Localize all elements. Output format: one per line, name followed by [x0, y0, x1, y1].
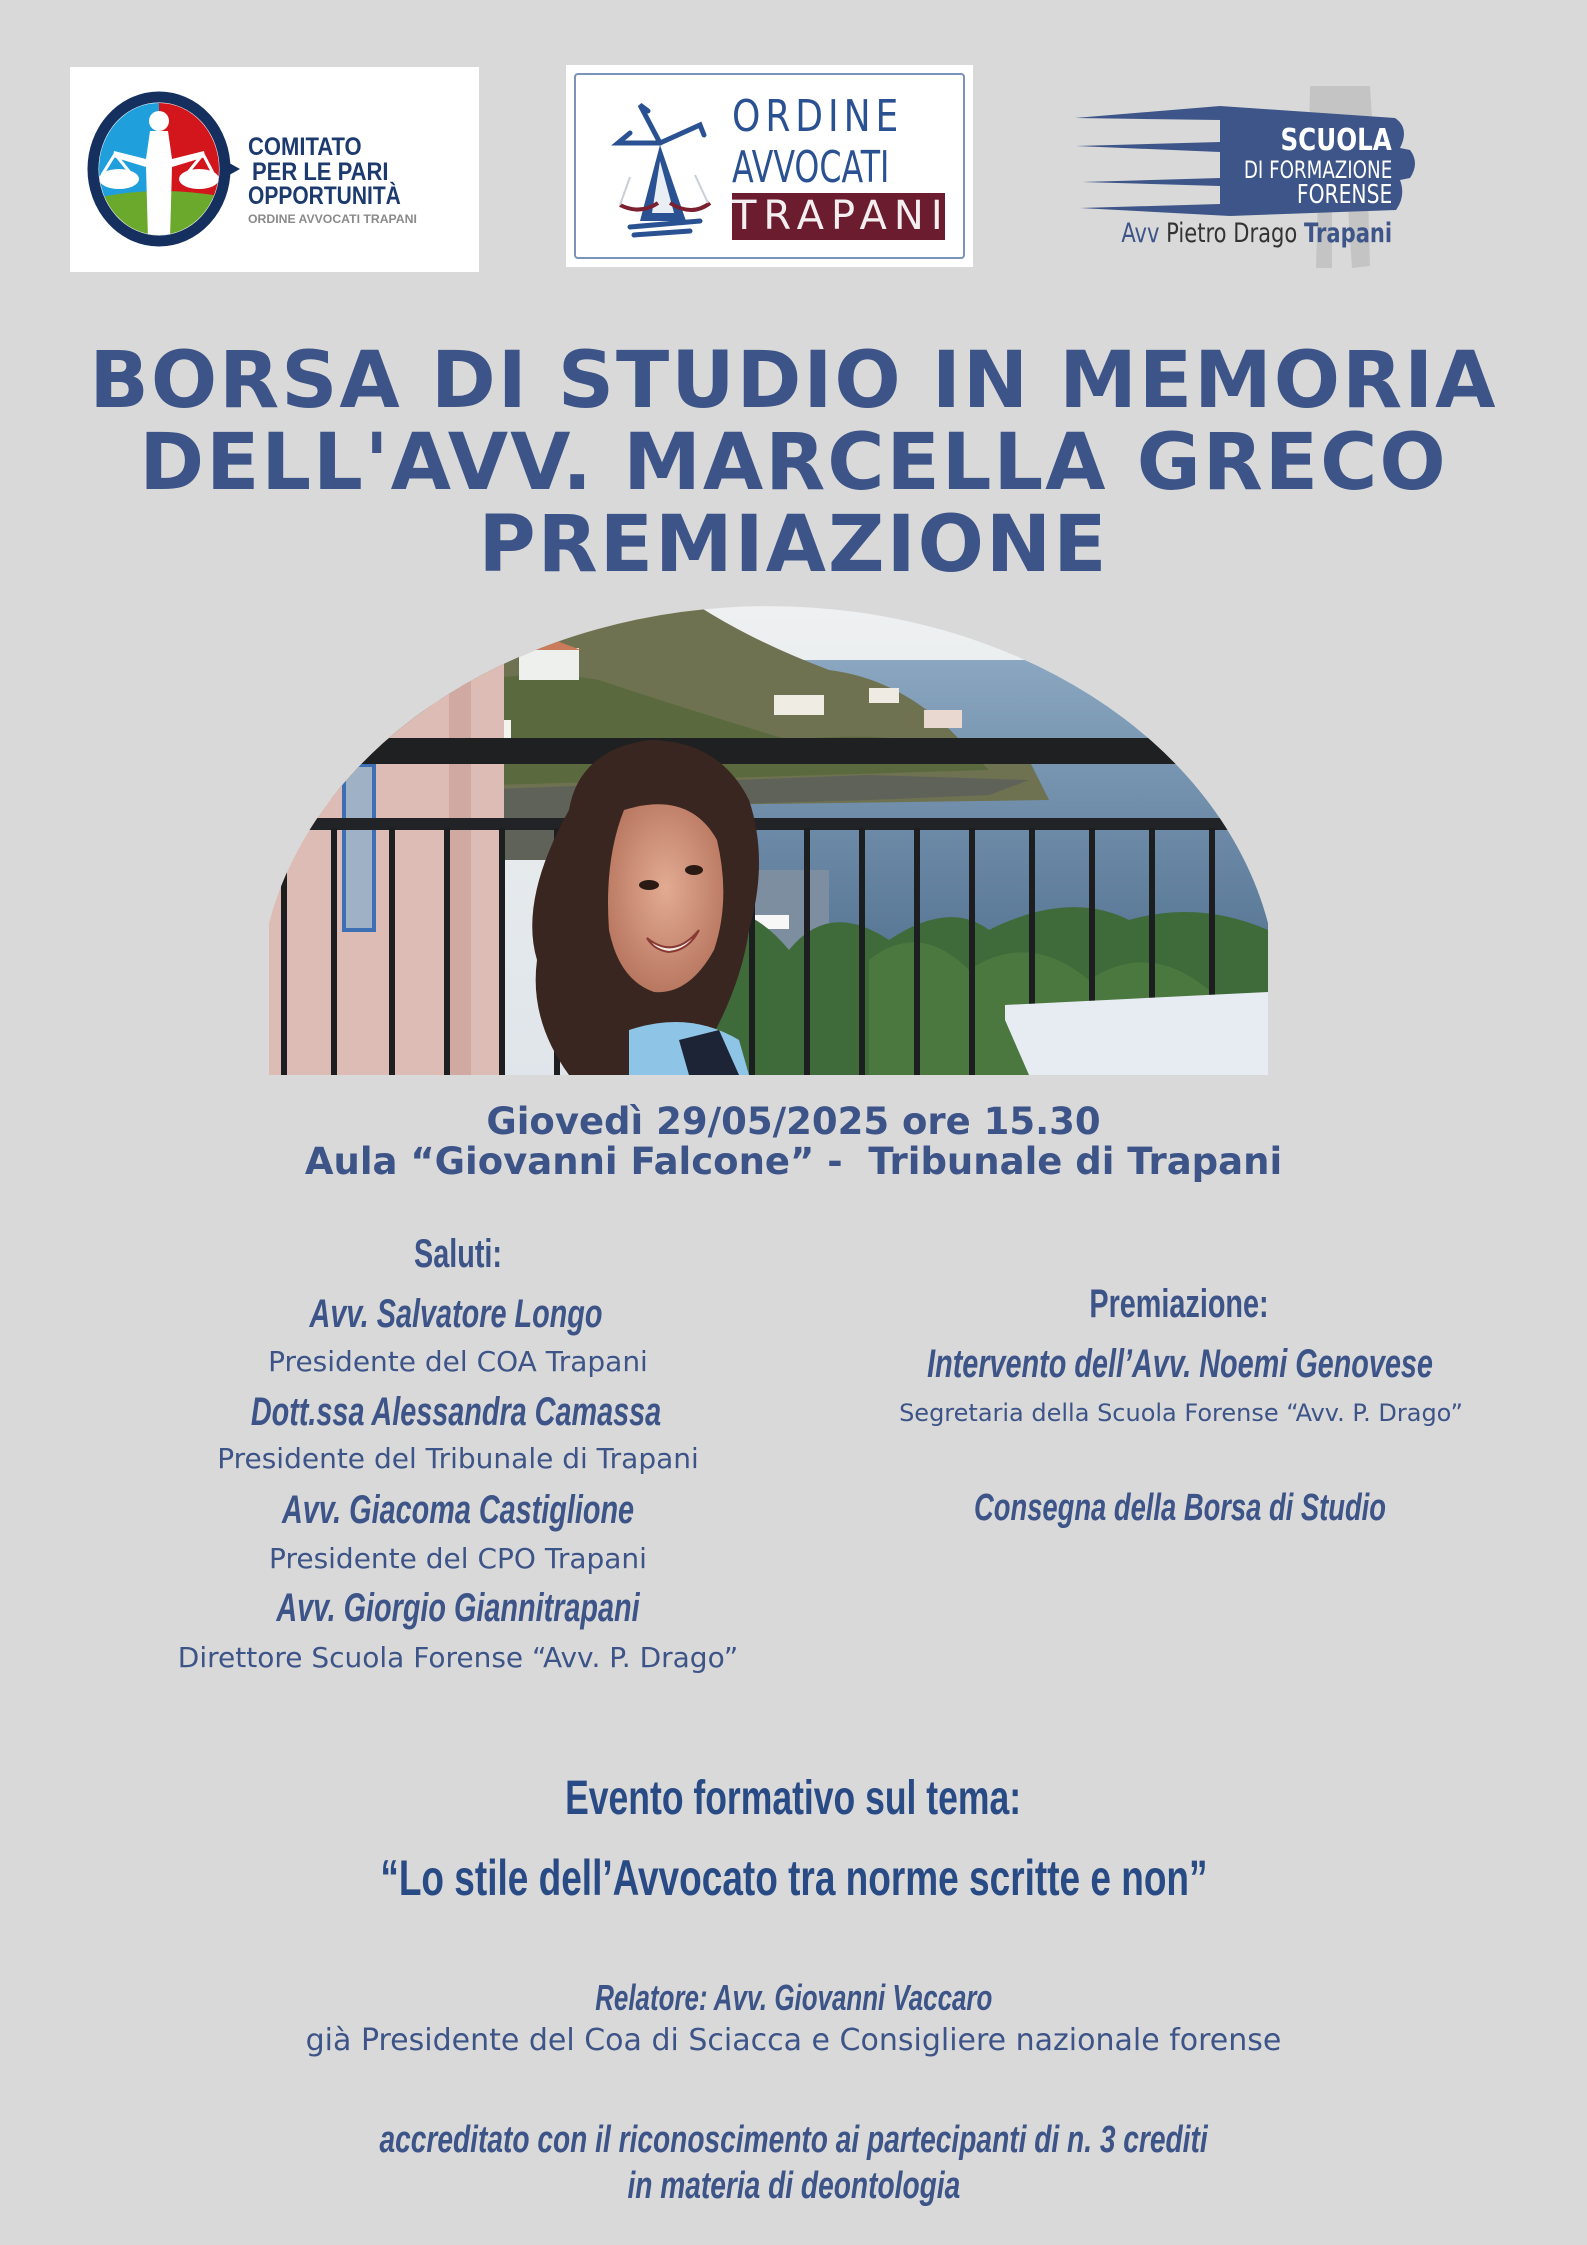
cpo-logo-line4: ORDINE AVVOCATI TRAPANI — [248, 212, 417, 226]
scuola-forense-logo — [1070, 78, 1430, 270]
cpo-logo — [70, 67, 479, 272]
scuola-logo-subtitle — [1121, 218, 1392, 249]
speaker-name — [213, 1488, 702, 1532]
speaker-role: Direttore Scuola Forense “Avv. P. Drago” — [177, 1641, 739, 1674]
event-date: Giovedì 29/05/2025 ore 15.30 — [486, 1100, 1101, 1143]
title-line-2: DELL'AVV. MARCELLA GRECO — [139, 418, 1448, 508]
ordine-avvocati-logo — [566, 65, 973, 267]
ordine-logo-line2: AVVOCATI — [732, 142, 890, 193]
speaker-name — [171, 1390, 741, 1434]
credits-line-1 — [0, 2118, 1587, 2162]
premiazione-consegna-text: Consegna della Borsa di Studio — [974, 1487, 1386, 1529]
premiazione-intervento-text: Intervento dell’Avv. Noemi Genovese — [927, 1342, 1433, 1386]
credits-line-1-text: accreditato con il riconoscimento ai partecipanti di n. 3 crediti — [379, 2119, 1208, 2161]
credits-line-2 — [0, 2164, 1587, 2208]
evento-heading — [0, 1772, 1587, 1826]
speaker-name — [206, 1586, 711, 1630]
event-venue: Aula “Giovanni Falcone” - Tribunale di Trapani — [304, 1140, 1283, 1183]
scuola-sub-name: Pietro Drago — [1159, 218, 1304, 249]
scuola-logo-line2: DI FORMAZIONE — [1243, 156, 1392, 184]
relatore-name — [0, 1976, 1587, 2020]
cpo-logo-line1: COMITATO — [248, 133, 362, 161]
scuola-sub-city: Trapani — [1303, 218, 1392, 249]
evento-tema-text: “Lo stile dell’Avvocato tra norme scritte e non” — [379, 1850, 1208, 1906]
speaker-name — [253, 1292, 660, 1336]
scuola-sub-prefix: Avv — [1121, 218, 1160, 249]
premiazione-consegna — [894, 1486, 1466, 1530]
speaker-role: Presidente del Tribunale di Trapani — [217, 1442, 699, 1475]
scuola-logo-line3: FORENSE — [1296, 180, 1392, 210]
title-line-1: BORSA DI STUDIO IN MEMORIA — [89, 336, 1498, 426]
windmill-scales-icon — [600, 95, 722, 245]
cpo-logo-line2: PER LE PARI — [252, 158, 389, 186]
relatore-role: già Presidente del Coa di Sciacca e Consigliere nazionale forense — [305, 2023, 1282, 2058]
scales-of-justice-figure-icon — [84, 89, 244, 251]
scuola-logo-line1: SCUOLA — [1280, 123, 1392, 158]
ordine-logo-line1: ORDINE — [732, 91, 904, 142]
speaker-name-text: Avv. Giorgio Giannitrapani — [276, 1586, 640, 1630]
credits-line-2-text: in materia di deontologia — [627, 2165, 960, 2207]
ordine-logo-trapani-text: TRAPANI — [732, 193, 950, 239]
relatore-name-text: Relatore: Avv. Giovanni Vaccaro — [594, 1977, 993, 2018]
title-line-3: PREMIAZIONE — [478, 500, 1109, 590]
premiazione-intervento-role: Segretaria della Scuola Forense “Avv. P. Drago” — [899, 1399, 1463, 1427]
premiazione-heading — [1055, 1282, 1304, 1326]
evento-tema — [0, 1850, 1587, 1906]
ordine-logo-line3 — [732, 193, 950, 240]
memorial-portrait-photo — [269, 600, 1268, 1075]
speaker-role: Presidente del COA Trapani — [268, 1345, 648, 1378]
speaker-name-text: Avv. Giacoma Castiglione — [281, 1488, 635, 1532]
speaker-name-text: Avv. Salvatore Longo — [309, 1292, 603, 1336]
saluti-heading-text: Saluti: — [413, 1232, 503, 1276]
evento-heading-text: Evento formativo sul tema: — [565, 1772, 1022, 1825]
saluti-heading — [397, 1232, 519, 1276]
premiazione-intervento — [829, 1342, 1531, 1386]
speaker-role: Presidente del CPO Trapani — [269, 1542, 647, 1575]
cpo-logo-line3: OPPORTUNITÀ — [248, 182, 401, 210]
premiazione-heading-text: Premiazione: — [1089, 1282, 1269, 1326]
speaker-name-text: Dott.ssa Alessandra Camassa — [250, 1390, 662, 1434]
